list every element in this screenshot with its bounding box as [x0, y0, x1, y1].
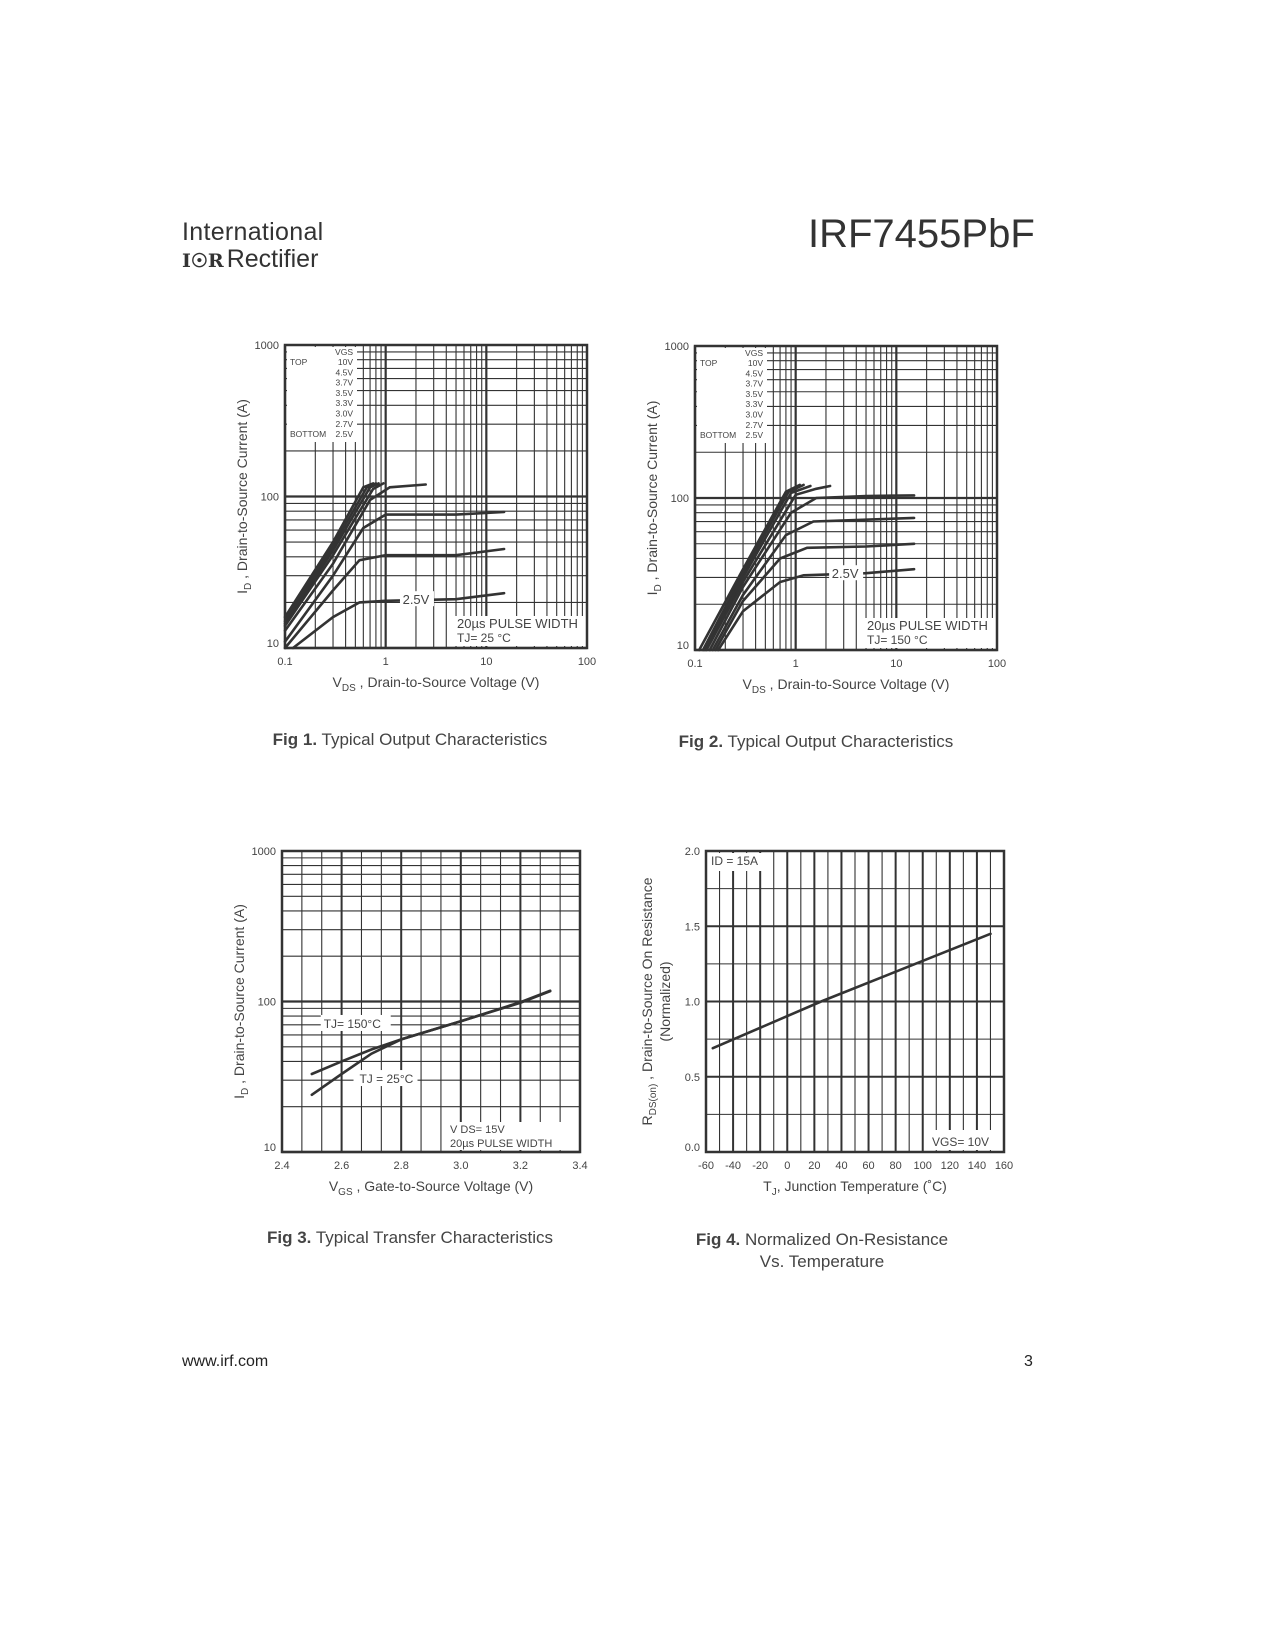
- y-tick-label: 10: [266, 638, 279, 650]
- x-tick-label: -20: [752, 1160, 769, 1172]
- figure-caption-text: Typical Output Characteristics: [723, 732, 954, 751]
- x-tick-label: 3.0: [453, 1160, 469, 1172]
- y-axis-label-subscript: D: [243, 582, 254, 590]
- part-number-title: IRF7455PbF: [808, 212, 1035, 256]
- x-tick-label: 2.4: [274, 1160, 290, 1172]
- y-axis-label-subscript: DS(on): [648, 1083, 659, 1116]
- x-tick-label: 100: [987, 658, 1007, 670]
- y-axis-label-symbol: I: [234, 589, 250, 594]
- x-axis-label-text: , Junction Temperature (˚C): [776, 1178, 947, 1194]
- y-tick-label: 0.0: [684, 1142, 700, 1154]
- legend-item: 3.0V: [335, 408, 353, 419]
- annotation: TJ= 150 °C: [867, 633, 928, 647]
- figure-number: Fig 1.: [272, 730, 318, 749]
- annotation: VGS= 10V: [932, 1135, 990, 1149]
- y-tick-label: 10: [676, 640, 689, 652]
- legend-item: 2.5V: [335, 429, 353, 440]
- annotation: 2.5V: [402, 592, 430, 608]
- x-axis-label-text: , Drain-to-Source Voltage (V): [355, 674, 540, 690]
- legend-item: 2.5V: [745, 430, 763, 441]
- x-tick-label: 3.4: [572, 1160, 588, 1172]
- legend-item: 2.7V: [745, 419, 763, 430]
- x-tick-label: 60: [862, 1160, 875, 1172]
- annotation: ID = 15A: [711, 854, 759, 868]
- x-axis-label: [333, 674, 540, 694]
- legend-item: 3.3V: [745, 399, 763, 410]
- legend-item: 4.5V: [335, 367, 353, 378]
- x-axis-label-symbol: V: [328, 1178, 339, 1194]
- legend-item: 3.7V: [335, 377, 353, 388]
- figure-1: [234, 340, 596, 749]
- x-tick-label: 10: [890, 658, 903, 670]
- x-tick-label: 20: [808, 1160, 821, 1172]
- y-tick-label: 100: [257, 996, 276, 1009]
- footer-url[interactable]: www.irf.com: [182, 1353, 269, 1370]
- annotation: TJ= 150°C: [323, 1016, 381, 1031]
- x-tick-label: 1: [792, 658, 799, 670]
- figure-caption: [679, 732, 954, 751]
- x-axis-label-subscript: J: [771, 1187, 777, 1198]
- figure-caption-line2: Vs. Temperature: [759, 1252, 885, 1271]
- y-tick-label: 2.0: [684, 846, 700, 858]
- legend-top-label: TOP: [700, 358, 718, 368]
- y-tick-label: 1.5: [684, 921, 700, 934]
- annotation: 2.5V: [831, 566, 859, 582]
- x-axis-label-symbol: V: [332, 674, 342, 690]
- x-tick-label: 2.6: [333, 1160, 350, 1172]
- legend-header: VGS: [335, 347, 353, 357]
- x-tick-label: 80: [889, 1160, 902, 1172]
- annotation: 20µs PULSE WIDTH: [450, 1138, 553, 1150]
- legend-bottom-label: BOTTOM: [700, 430, 737, 440]
- x-tick-label: 160: [994, 1160, 1014, 1172]
- y-axis-label-symbol: R: [639, 1115, 655, 1126]
- annotation: 20µs PULSE WIDTH: [457, 616, 578, 631]
- y-tick-label: 100: [670, 493, 689, 505]
- legend-bottom-label: BOTTOM: [290, 429, 327, 439]
- x-axis-label-symbol: V: [742, 676, 752, 692]
- x-axis-label-subscript: DS: [751, 685, 766, 696]
- annotation: V DS= 15V: [450, 1124, 505, 1136]
- x-tick-label: 1: [382, 656, 389, 668]
- y-tick-label: 10: [263, 1142, 276, 1154]
- y-axis-label: [234, 399, 254, 594]
- y-axis-label-text: , Drain-to-Source Current (A): [234, 399, 250, 583]
- y-tick-label: 1000: [664, 341, 689, 353]
- y-tick-label: 1000: [251, 846, 276, 858]
- x-tick-label: 2.8: [393, 1160, 409, 1172]
- legend-item: 4.5V: [745, 368, 763, 379]
- grid: [706, 851, 1004, 1152]
- figure-caption: [696, 1230, 948, 1249]
- figure-3: [231, 846, 588, 1247]
- legend-item: 2.7V: [335, 418, 353, 429]
- x-tick-label: 0.1: [687, 658, 703, 670]
- legend-item: 3.3V: [335, 398, 353, 409]
- x-tick-label: 100: [577, 656, 597, 668]
- logo-international: International: [182, 218, 324, 246]
- legend-item: 10V: [337, 357, 353, 367]
- legend-header: VGS: [745, 348, 763, 358]
- x-tick-label: -40: [725, 1160, 742, 1172]
- figure-caption-text: Normalized On-Resistance: [740, 1230, 949, 1249]
- y-axis-label: [644, 401, 664, 596]
- y-tick-label: 1000: [254, 340, 279, 352]
- x-tick-label: 0: [784, 1160, 791, 1172]
- x-axis-label-subscript: DS: [341, 683, 356, 694]
- x-tick-label: 140: [967, 1160, 987, 1172]
- grid: [282, 851, 580, 1152]
- x-tick-label: 40: [835, 1160, 848, 1172]
- figure-number: Fig 2.: [678, 732, 724, 751]
- legend-item: 3.0V: [745, 409, 763, 420]
- figure-number: Fig 4.: [695, 1230, 741, 1249]
- figure-caption-text: Typical Output Characteristics: [317, 730, 548, 749]
- x-axis-label: [763, 1178, 947, 1198]
- figure-caption: [273, 730, 548, 749]
- legend-item: 10V: [747, 358, 763, 368]
- y-axis-label-symbol: I: [231, 1094, 247, 1099]
- x-axis-label-subscript: GS: [338, 1187, 353, 1198]
- y-axis-label-text: , Drain-to-Source Current (A): [644, 400, 660, 585]
- series-line-TJ25C: [312, 991, 550, 1095]
- x-axis-label-text: , Drain-to-Source Voltage (V): [765, 676, 950, 692]
- legend-item: 3.7V: [745, 378, 763, 389]
- figure-number: Fig 3.: [267, 1228, 312, 1247]
- figure-caption: [267, 1228, 553, 1247]
- y-tick-label: 100: [260, 491, 279, 504]
- x-tick-label: 100: [913, 1160, 932, 1172]
- x-tick-label: 120: [940, 1160, 959, 1172]
- y-axis-label-subscript: D: [240, 1087, 251, 1095]
- x-axis-label-symbol: T: [763, 1178, 772, 1194]
- y-axis-label: [231, 904, 251, 1099]
- y-axis-label-2: (Normalized): [657, 961, 673, 1042]
- x-axis-label: [743, 676, 950, 696]
- y-axis-label-symbol: I: [644, 591, 660, 596]
- logo-rectifier-text: Rectifier: [226, 245, 319, 273]
- y-axis-label-subscript: D: [653, 584, 664, 592]
- annotation: TJ = 25°C: [359, 1072, 414, 1087]
- x-tick-label: 10: [480, 656, 493, 668]
- y-axis-label: [639, 877, 659, 1125]
- x-tick-label: -60: [698, 1160, 714, 1172]
- figure-4: [639, 846, 1013, 1271]
- annotation: TJ= 25 °C: [457, 631, 511, 645]
- ior-logo-mark: I☉R: [182, 250, 224, 272]
- y-tick-label: 0.5: [684, 1071, 700, 1084]
- y-tick-label: 1.0: [684, 996, 700, 1009]
- page-number: 3: [1024, 1353, 1033, 1370]
- legend-top-label: TOP: [290, 357, 308, 367]
- legend-item: 3.5V: [745, 388, 763, 399]
- y-axis-label-text: , Drain-to-Source On Resistance: [639, 877, 655, 1084]
- annotation: 20µs PULSE WIDTH: [867, 618, 988, 633]
- x-axis-label: [329, 1178, 533, 1198]
- y-axis-label-text: , Drain-to-Source Current (A): [231, 904, 247, 1088]
- x-tick-label: 0.1: [277, 656, 293, 668]
- x-tick-label: 3.2: [512, 1160, 529, 1172]
- x-axis-label-text: , Gate-to-Source Voltage (V): [352, 1178, 534, 1194]
- figure-caption-text: Typical Transfer Characteristics: [311, 1228, 553, 1247]
- legend-item: 3.5V: [335, 387, 353, 398]
- figure-2: [644, 341, 1006, 751]
